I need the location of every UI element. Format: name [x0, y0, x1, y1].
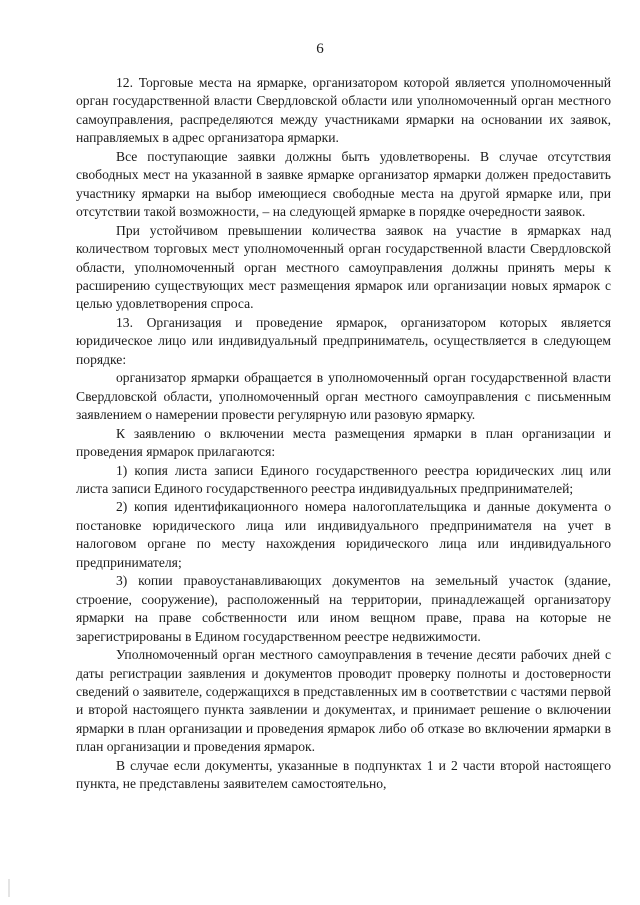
- paragraph-13-intro: 13. Организация и проведение ярмарок, организатором которых является юридическое лицо или индивидуальный предприниматель, осуществляется в следующем порядке:: [76, 314, 611, 367]
- paragraph-verification: Уполномоченный орган местного самоуправления в течение десяти рабочих дней с даты регистрации заявления и документов проводит проверку полноты и достоверности сведений о заявителе, содержащихся в представленных им в соответствии с частями первой и второй настоящего пункта заявлении и документах, и принимает решение о включении ярмарки в план организации и проведения ярмарок либо об отказе во включении ярмарки в план организации и проведения ярмарок.: [76, 647, 611, 755]
- list-item-2: 2) копия идентификационного номера налогоплательщика и данные документа о постановке юридического лица или индивидуального предпринимателя на учет в налоговом органе по месту нахождения юридического лица или индивидуального предпринимателя;: [76, 499, 611, 570]
- paragraph-organizer-application: организатор ярмарки обращается в уполномоченный орган государственной власти Свердловской области, уполномоченный орган местного самоуправления с письменным заявлением о намерении провести регулярную или разовую ярмарку.: [76, 370, 611, 423]
- paragraph-excess-demand: При устойчивом превышении количества заявок на участие в ярмарках над количеством торговых мест уполномоченный орган государственной власти Свердловской области, уполномоченный орган местного самоуправления должны принять меры к расширению существующих мест размещения ярмарок или организации новых ярмарок с целью удовлетворения спроса.: [76, 222, 611, 312]
- document-body: [76, 74, 611, 794]
- paragraph-applications: Все поступающие заявки должны быть удовлетворены. В случае отсутствия свободных мест на указанной в заявке ярмарке организатор ярмарки должен предоставить участнику ярмарки на выбор имеющиеся свободные места на другой ярмарке или, при отсутствии такой возможности, – на следующей ярмарке в порядке очередности заявок.: [76, 148, 611, 220]
- scan-margin-mark: [8, 879, 10, 897]
- paragraph-attachments-intro: К заявлению о включении места размещения ярмарки в план организации и проведения ярмарок прилагаются:: [76, 425, 611, 460]
- page-number: 6: [316, 41, 324, 57]
- paragraph-12-intro: 12. Торговые места на ярмарке, организатором которой является уполномоченный орган государственной власти Свердловской области или уполномоченный орган местного самоуправления, распределяются между участниками ярмарки на основании их заявок, направляемых в адрес организатора ярмарки.: [76, 75, 611, 146]
- list-item-3: 3) копии правоустанавливающих документов на земельный участок (здание, строение, сооружение), расположенный на территории, принадлежащей организатору ярмарки на праве собственности или ином вещном праве, права на которые не зарегистрированы в Едином государственном реестре недвижимости.: [76, 573, 611, 644]
- list-item-1: 1) копия листа записи Единого государственного реестра юридических лиц или листа записи Единого государственного реестра индивидуальных предпринимателей;: [76, 462, 611, 496]
- paragraph-missing-documents: В случае если документы, указанные в подпунктах 1 и 2 части второй настоящего пункта, не представлены заявителем самостоятельно,: [76, 757, 611, 792]
